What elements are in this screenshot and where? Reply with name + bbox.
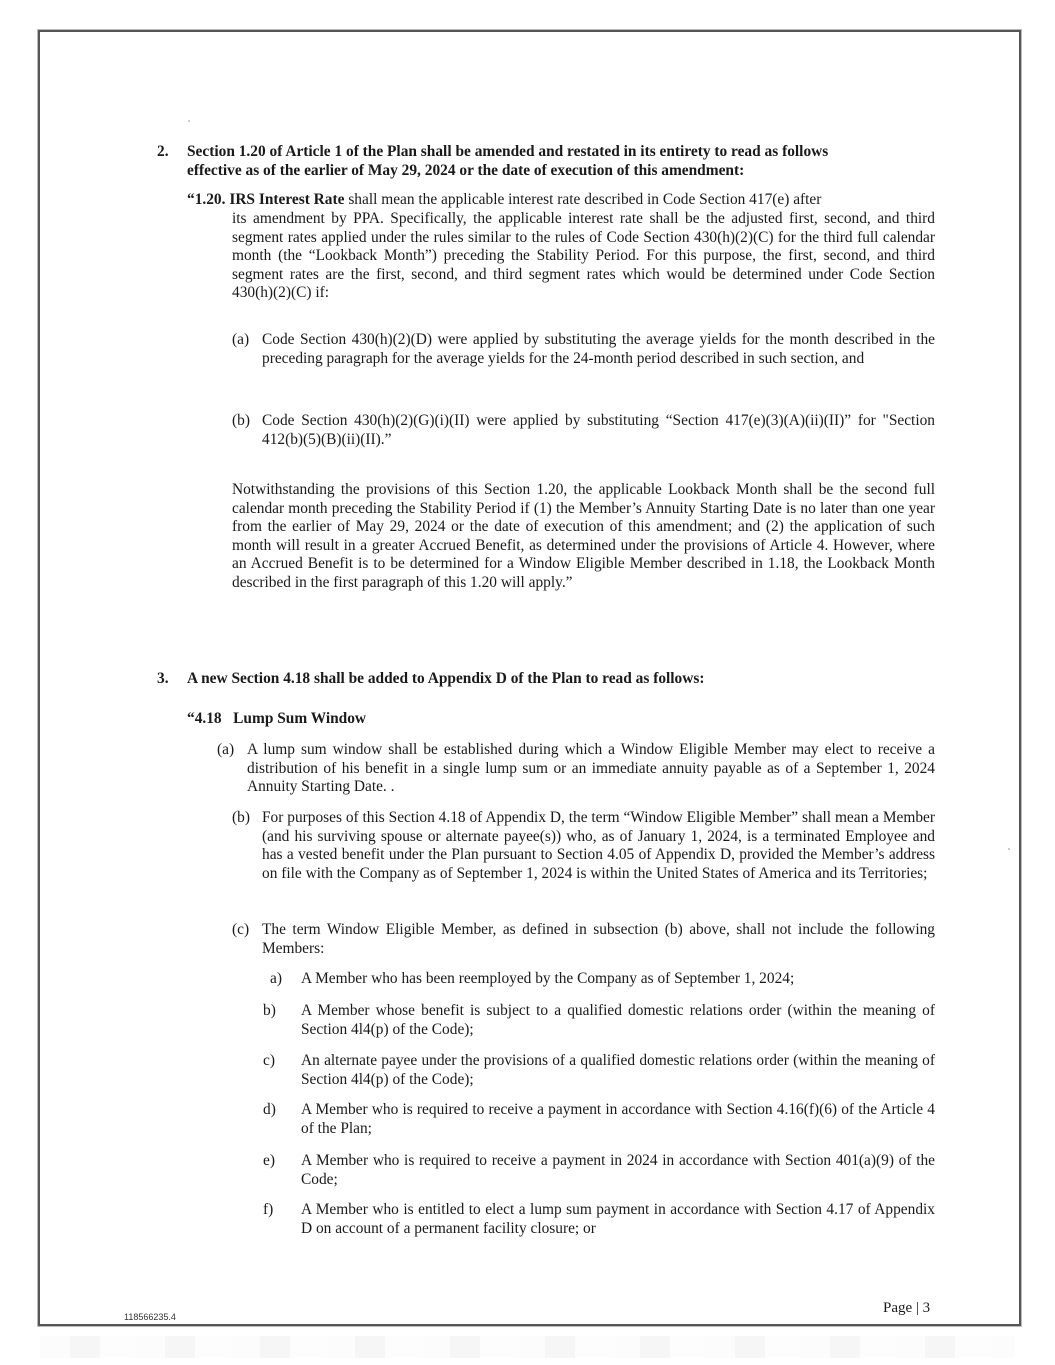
- window-item-label: (b): [232, 809, 250, 826]
- scan-speck: [1008, 848, 1010, 850]
- window-item-text: For purposes of this Section 4.18 of Appendix D, the term “Window Eligible Member” shall mean a Member (and his surviving spouse or alternate payee(s)) who, as of January 1, 2024, is a terminated Employee and has a vested benefit under the Plan pursuant to Section 4.05 of Appendix D, provided the Member’s address on file with the Company as of September 1, 2024 is within the United States of America and its Territories;: [262, 809, 935, 882]
- exclusion-text: A Member who is required to receive a payment in 2024 in accordance with Section 401(a)(9) of the Code;: [301, 1152, 935, 1188]
- section-2-number: 2.: [157, 143, 169, 160]
- item-a-label: (a): [232, 331, 250, 348]
- exclusion-label: c): [263, 1052, 275, 1069]
- exclusion-text: A Member who is required to receive a payment in accordance with Section 4.16(f)(6) of the Article 4 of the Plan;: [301, 1101, 935, 1137]
- lump-sum-window-title: “4.18 Lump Sum Window: [187, 710, 367, 727]
- scan-speck: [188, 120, 190, 122]
- definition-title: “1.20. IRS Interest Rate: [187, 191, 345, 208]
- item-b-text: Code Section 430(h)(2)(G)(i)(II) were applied by substituting “Section 417(e)(3)(A)(ii)(II)” for "Section 412(b)(5)(B)(ii)(II).”: [262, 412, 935, 448]
- exclusion-label: e): [263, 1152, 275, 1169]
- exclusion-label: b): [263, 1002, 276, 1019]
- exclusion-text: A Member who is entitled to elect a lump sum payment in accordance with Section 4.17 of Appendix D on account of a permanent facility closure; or: [301, 1201, 935, 1237]
- section-2-heading-line2: effective as of the earlier of May 29, 2024 or the date of execution of this amendment:: [187, 161, 745, 179]
- exclusion-label: f): [263, 1201, 274, 1218]
- page-number: Page | 3: [883, 1300, 931, 1316]
- exclusion-text: A Member whose benefit is subject to a qualified domestic relations order (within the meaning of Section 4l4(p) of the Code);: [301, 1002, 935, 1038]
- item-a-text: Code Section 430(h)(2)(D) were applied by substituting the average yields for the month described in the preceding paragraph for the average yields for the 24-month period described in such section, and: [262, 331, 935, 367]
- window-item-text: A lump sum window shall be established during which a Window Eligible Member may elect to receive a distribution of his benefit in a single lump sum or an immediate annuity payable as of a September 1, 2024 Annuity Starting Date. .: [247, 741, 935, 796]
- exclusion-label: d): [263, 1101, 276, 1118]
- definition-body: its amendment by PPA. Specifically, the applicable interest rate shall be the adjusted first, second, and third segment rates applied under the rules similar to the rules of Code Section 430(h)(2)(C) for the third full calendar month (the “Lookback Month”) preceding the Stability Period. For this purpose, the first, second, and third segment rates are the first, second, and third segment rates which would be determined under Code Section 430(h)(2)(C) if:: [232, 210, 935, 302]
- window-item-label: (c): [232, 921, 250, 938]
- definition-intro: [187, 191, 935, 210]
- scan-artifact-strip: [40, 1336, 1015, 1358]
- section-3-number: 3.: [157, 670, 169, 687]
- item-b-label: (b): [232, 412, 250, 429]
- exclusion-label: a): [270, 970, 282, 987]
- section-3-heading: A new Section 4.18 shall be added to Appendix D of the Plan to read as follows:: [187, 670, 705, 687]
- section-2-heading: [187, 143, 935, 180]
- exclusion-text: A Member who has been reemployed by the Company as of September 1, 2024;: [301, 970, 795, 987]
- document-id: 118566235.4: [124, 1312, 176, 1322]
- window-item-text: The term Window Eligible Member, as defined in subsection (b) above, shall not include the following Members:: [262, 921, 935, 957]
- notwithstanding-paragraph: Notwithstanding the provisions of this Section 1.20, the applicable Lookback Month shall be the second full calendar month preceding the Stability Period if (1) the Member’s Annuity Starting Date is no later than one year from the earlier of May 29, 2024 or the date of execution of this amendment; and (2) the application of such month will result in a greater Accrued Benefit, as determined under the provisions of Article 4. However, where an Accrued Benefit is to be determined for a Window Eligible Member described in 1.18, the Lookback Month described in the first paragraph of this 1.20 will apply.”: [232, 481, 935, 591]
- definition-intro-text: shall mean the applicable interest rate described in Code Section 417(e) after: [344, 191, 822, 208]
- section-2-heading-line1: Section 1.20 of Article 1 of the Plan shall be amended and restated in its entirety to read as follows: [187, 143, 829, 160]
- exclusion-text: An alternate payee under the provisions of a qualified domestic relations order (within the meaning of Section 4l4(p) of the Code);: [301, 1052, 935, 1088]
- window-item-label: (a): [217, 741, 235, 758]
